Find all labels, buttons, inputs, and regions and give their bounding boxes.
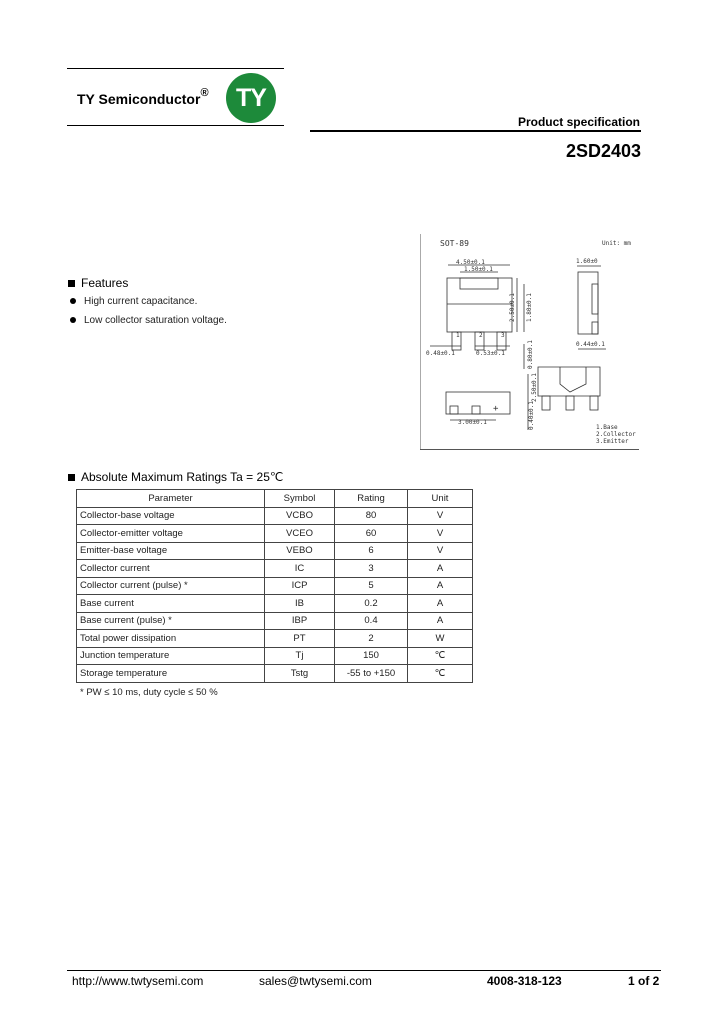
spec-rule	[310, 130, 641, 132]
dim-label: 3.00±0.1	[458, 419, 487, 426]
header-unit: Unit	[408, 490, 473, 508]
cell-parameter: Collector-base voltage	[77, 507, 265, 525]
table-row	[77, 507, 473, 525]
footer-rule	[67, 970, 661, 971]
brand-name	[77, 87, 209, 107]
table-row	[77, 577, 473, 595]
cell-parameter: Collector current (pulse) *	[77, 577, 265, 595]
cell-symbol: Tstg	[265, 665, 335, 683]
cell-rating: 3	[335, 560, 408, 578]
ratings-table	[76, 489, 473, 683]
cell-symbol: VEBO	[265, 542, 335, 560]
round-bullet-icon	[70, 298, 76, 304]
cell-rating: 2	[335, 630, 408, 648]
table-row	[77, 665, 473, 683]
package-unit: Unit: mm	[602, 240, 631, 247]
cell-symbol: VCBO	[265, 507, 335, 525]
header-top-rule	[67, 68, 284, 69]
feature-item	[70, 315, 227, 326]
cell-rating: 60	[335, 525, 408, 543]
cell-unit: A	[408, 595, 473, 613]
dim-label: 0.48±0.1	[426, 350, 455, 357]
registered-mark: ®	[200, 87, 209, 99]
product-spec-label: Product specification	[517, 115, 640, 129]
email-link[interactable]: sales@twtysemi.com	[259, 974, 372, 988]
part-number: 2SD2403	[565, 141, 641, 161]
cell-unit: ℃	[408, 647, 473, 665]
dim-label: 1.80±0.1	[526, 293, 533, 322]
cell-symbol: PT	[265, 630, 335, 648]
logo-text: TY	[236, 83, 266, 112]
cell-unit: V	[408, 507, 473, 525]
website-link[interactable]: http://www.twtysemi.com	[72, 974, 204, 988]
table-row	[77, 612, 473, 630]
ratings-title: Absolute Maximum Ratings Ta = 25℃	[81, 470, 284, 484]
ty-logo	[226, 73, 276, 123]
cell-rating: 150	[335, 647, 408, 665]
cell-parameter: Junction temperature	[77, 647, 265, 665]
cell-parameter: Base current (pulse) *	[77, 612, 265, 630]
cell-rating: 0.4	[335, 612, 408, 630]
header-rating: Rating	[335, 490, 408, 508]
cell-unit: A	[408, 560, 473, 578]
table-row	[77, 525, 473, 543]
round-bullet-icon	[70, 317, 76, 323]
square-bullet-icon	[68, 280, 75, 287]
cell-parameter: Total power dissipation	[77, 630, 265, 648]
cell-rating: 6	[335, 542, 408, 560]
cell-parameter: Collector-emitter voltage	[77, 525, 265, 543]
cell-rating: 0.2	[335, 595, 408, 613]
header-bottom-rule	[67, 125, 284, 126]
cell-symbol: VCEO	[265, 525, 335, 543]
cell-unit: V	[408, 525, 473, 543]
feature-item	[70, 296, 197, 307]
feature-text: High current capacitance.	[84, 296, 198, 307]
header-parameter: Parameter	[77, 490, 265, 508]
table-row	[77, 560, 473, 578]
cell-unit: V	[408, 542, 473, 560]
pin-number: 2	[479, 332, 483, 339]
cell-unit: ℃	[408, 665, 473, 683]
dim-label: 1.50±0.1	[464, 266, 493, 273]
cell-unit: A	[408, 577, 473, 595]
features-title: Features	[81, 276, 129, 290]
cell-rating: 80	[335, 507, 408, 525]
cell-unit: W	[408, 630, 473, 648]
cell-parameter: Storage temperature	[77, 665, 265, 683]
cell-parameter: Collector current	[77, 560, 265, 578]
cell-rating: -55 to +150	[335, 665, 408, 683]
cell-symbol: IBP	[265, 612, 335, 630]
brand-text: TY Semiconductor	[77, 91, 201, 107]
cell-symbol: IB	[265, 595, 335, 613]
phone-number: 4008-318-123	[487, 974, 562, 988]
package-name: SOT-89	[440, 239, 469, 248]
pin-legend: 1.Base	[596, 424, 618, 431]
cell-symbol: IC	[265, 560, 335, 578]
cell-unit: A	[408, 612, 473, 630]
dim-label: 2.50±0.1	[531, 373, 538, 402]
dim-label: 0.80±0.1	[527, 340, 534, 369]
table-row	[77, 595, 473, 613]
table-row	[77, 630, 473, 648]
dim-label: 4.50±0.1	[456, 259, 485, 266]
table-row	[77, 647, 473, 665]
cell-symbol: ICP	[265, 577, 335, 595]
table-header-row	[77, 490, 473, 508]
ratings-footnote: * PW ≤ 10 ms, duty cycle ≤ 50 %	[80, 687, 218, 698]
dim-label: 0.44±0.1	[576, 341, 605, 348]
cell-symbol: Tj	[265, 647, 335, 665]
page-indicator: 1 of 2	[628, 974, 660, 988]
header-symbol: Symbol	[265, 490, 335, 508]
feature-text: Low collector saturation voltage.	[84, 315, 227, 326]
square-bullet-icon	[68, 474, 75, 481]
ratings-heading	[68, 470, 283, 484]
cell-parameter: Base current	[77, 595, 265, 613]
pin-legend: 2.Collector	[596, 431, 636, 438]
dim-label: 0.40±0.1	[528, 401, 535, 430]
dim-label: 1.60±0	[576, 258, 598, 265]
cell-rating: 5	[335, 577, 408, 595]
package-outline-drawing	[420, 234, 639, 450]
pin-legend: 3.Emitter	[596, 438, 629, 445]
pin-number: 3	[501, 332, 505, 339]
cell-parameter: Emitter-base voltage	[77, 542, 265, 560]
table-row	[77, 542, 473, 560]
dim-label: 2.50±0.1	[509, 293, 516, 322]
plus-marker: +	[493, 404, 499, 414]
features-heading	[68, 276, 128, 290]
pin-number: 1	[456, 332, 460, 339]
dim-label: 0.53±0.1	[476, 350, 505, 357]
